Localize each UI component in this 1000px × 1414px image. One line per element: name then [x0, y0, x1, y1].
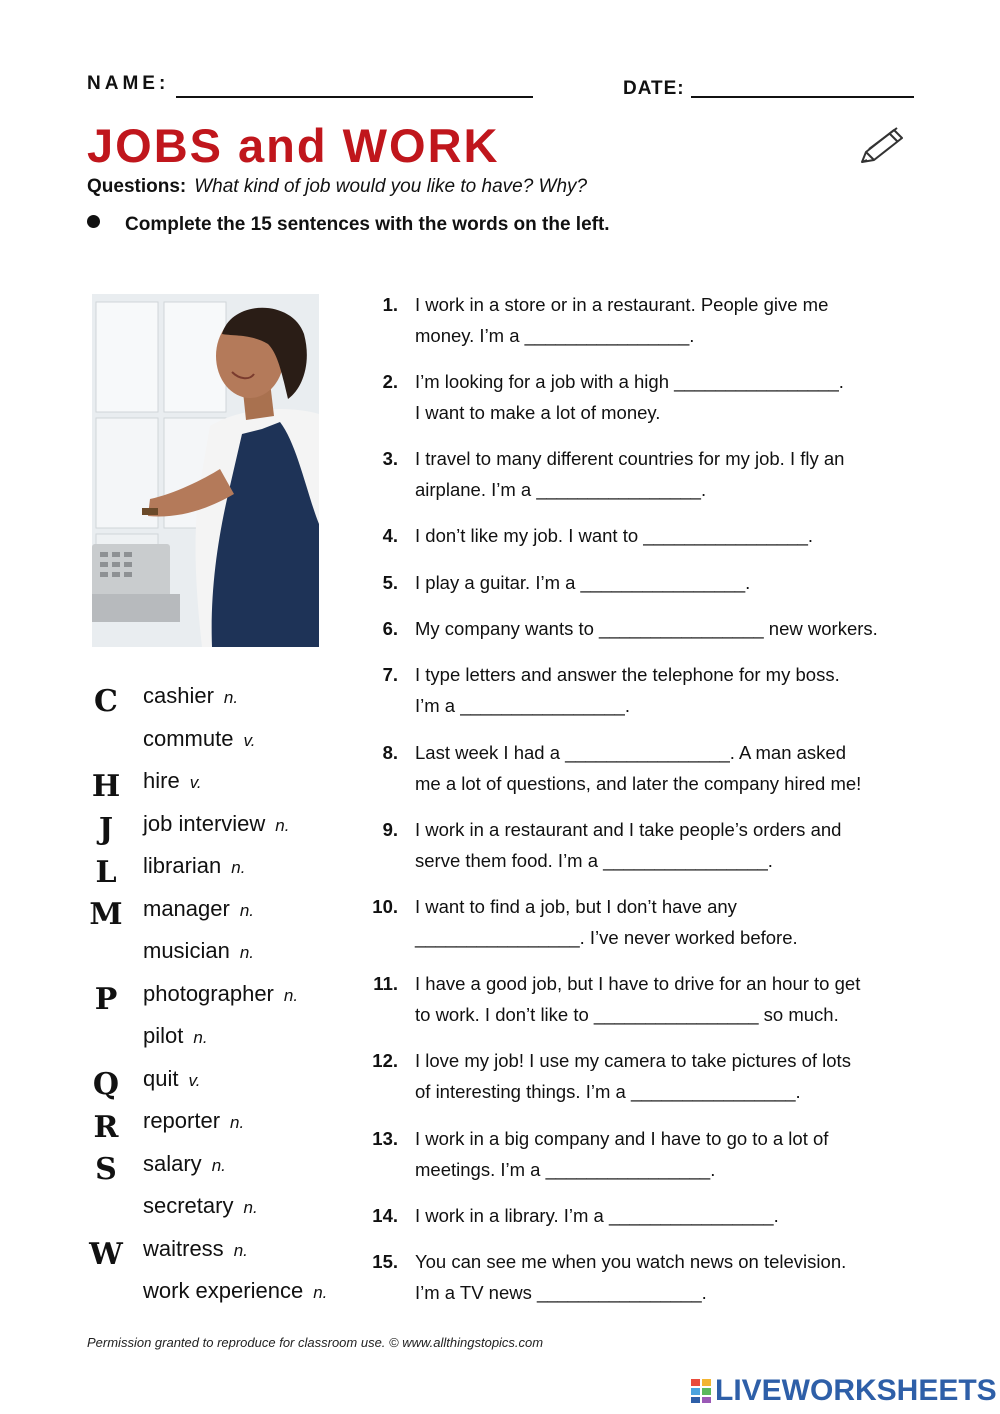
- word-text: manager: [143, 896, 230, 921]
- word-text: librarian: [143, 853, 222, 878]
- word-bank-item: [143, 853, 245, 879]
- liveworksheets-icon: [690, 1378, 712, 1404]
- sentence-line: I’m looking for a job with a high ________________.: [415, 371, 844, 392]
- date-label: DATE:: [623, 78, 685, 99]
- word-bank-item: [143, 1066, 200, 1092]
- letter-s: S: [95, 1152, 117, 1187]
- word-pos: n.: [211, 1156, 226, 1175]
- word-pos: n.: [239, 901, 255, 920]
- word-text: salary: [143, 1151, 202, 1176]
- letter-j: J: [98, 812, 114, 847]
- sentence-number: 13.: [372, 1128, 398, 1149]
- bullet-icon: [87, 215, 100, 228]
- letter-h: H: [91, 769, 121, 804]
- sentence-line: I travel to many different countries for my job. I fly an: [415, 448, 845, 469]
- sentence-line: I type letters and answer the telephone for my boss.: [415, 664, 840, 685]
- letter-m: M: [89, 897, 123, 932]
- word-pos: v.: [189, 773, 202, 792]
- sentence-number: 6.: [382, 618, 398, 639]
- word-pos: n.: [275, 816, 290, 835]
- sentence-number: 11.: [373, 973, 398, 994]
- questions-text: What kind of job would you like to have? Why?: [194, 176, 588, 197]
- word-text: musician: [143, 938, 230, 963]
- page-title: JOBS and WORK: [87, 119, 500, 172]
- sentence-number: 12.: [372, 1050, 398, 1071]
- word-pos: n.: [233, 1241, 248, 1260]
- word-pos: v.: [188, 1071, 201, 1090]
- sentence-number: 7.: [382, 664, 398, 685]
- sentence-line: serve them food. I’m a ________________.: [415, 850, 773, 871]
- letter-q: Q: [92, 1067, 120, 1102]
- word-text: quit: [143, 1066, 179, 1091]
- sentence-line: I have a good job, but I have to drive for an hour to get: [415, 973, 861, 994]
- word-bank-item: [143, 1023, 208, 1049]
- word-bank-item: [143, 768, 202, 794]
- word-bank-item: [143, 981, 298, 1007]
- letter-r: R: [93, 1110, 119, 1145]
- word-bank-item: [143, 1108, 244, 1134]
- brand-text: LIVEWORKSHEETS: [715, 1374, 997, 1407]
- sentence-line: You can see me when you watch news on television.: [415, 1251, 847, 1272]
- word-bank-item: [143, 726, 255, 752]
- sentence-number: 3.: [382, 448, 398, 469]
- word-bank-item: [143, 1151, 226, 1177]
- sentence-number: 5.: [382, 572, 398, 593]
- word-pos: n.: [223, 688, 239, 707]
- sentence-number: 8.: [382, 742, 398, 763]
- letter-w: W: [89, 1237, 123, 1272]
- sentence-line: I love my job! I use my camera to take pictures of lots: [415, 1050, 851, 1071]
- word-bank-item: [143, 938, 254, 964]
- word-text: job interview: [143, 811, 266, 836]
- word-text: work experience: [143, 1278, 304, 1303]
- sentence-line: me a lot of questions, and later the company hired me!: [415, 773, 862, 794]
- sentence-number: 10.: [372, 896, 398, 917]
- word-bank-item: [143, 1193, 258, 1219]
- name-field[interactable]: [176, 96, 533, 98]
- word-text: photographer: [143, 981, 274, 1006]
- photo-cashier: [92, 294, 319, 647]
- word-bank-item: [143, 896, 254, 922]
- footer-permission: Permission granted to reproduce for classroom use. © www.allthingstopics.com: [87, 1335, 544, 1350]
- sentence-number: 14.: [372, 1205, 398, 1226]
- word-text: reporter: [143, 1108, 221, 1133]
- word-pos: n.: [239, 943, 254, 962]
- sentence-line: ________________. I’ve never worked before.: [415, 927, 798, 948]
- word-text: waitress: [143, 1236, 224, 1261]
- sentence-line: money. I’m a ________________.: [415, 325, 695, 346]
- word-pos: n.: [230, 1113, 245, 1132]
- name-label: NAME:: [87, 73, 170, 94]
- sentence-line: My company wants to ________________ new workers.: [415, 618, 878, 639]
- sentence-line: meetings. I’m a ________________.: [415, 1159, 716, 1180]
- word-pos: n.: [193, 1028, 208, 1047]
- sentence-line: I work in a restaurant and I take people’s orders and: [415, 819, 842, 840]
- sentence-line: of interesting things. I’m a ________________.: [415, 1081, 801, 1102]
- pencil-icon: [858, 126, 910, 168]
- sentence-number: 9.: [382, 819, 398, 840]
- letter-l: L: [95, 855, 117, 890]
- word-pos: n.: [313, 1283, 328, 1302]
- sentence-line: I work in a store or in a restaurant. People give me: [415, 294, 829, 315]
- word-bank-item: [143, 683, 238, 709]
- word-pos: n.: [231, 858, 246, 877]
- sentence-line: I’m a TV news ________________.: [415, 1282, 707, 1303]
- sentence-number: 2.: [382, 371, 398, 392]
- brand-logo[interactable]: [690, 1374, 997, 1408]
- sentence-line: I work in a big company and I have to go to a lot of: [415, 1128, 829, 1149]
- sentence-line: I want to make a lot of money.: [415, 402, 661, 423]
- instruction-line: [87, 214, 610, 236]
- sentence-line: to work. I don’t like to ________________ so much.: [415, 1004, 839, 1025]
- sentence-number: 15.: [372, 1251, 398, 1272]
- word-text: hire: [143, 768, 180, 793]
- sentence-line: I want to find a job, but I don’t have any: [415, 896, 737, 917]
- sentence-line: I don’t like my job. I want to ________________.: [415, 525, 814, 546]
- word-pos: n.: [283, 986, 299, 1005]
- sentence-line: I play a guitar. I’m a ________________.: [415, 572, 751, 593]
- word-pos: n.: [243, 1198, 258, 1217]
- letter-c: C: [94, 684, 118, 719]
- sentence-number: 4.: [382, 525, 398, 546]
- word-pos: v.: [243, 731, 256, 750]
- word-bank-item: [143, 811, 289, 837]
- questions-label: Questions:: [87, 176, 187, 197]
- word-text: pilot: [143, 1023, 184, 1048]
- letter-p: P: [94, 982, 118, 1017]
- word-text: cashier: [143, 683, 214, 708]
- word-bank-item: [143, 1278, 327, 1304]
- date-field[interactable]: [691, 96, 914, 98]
- sentence-line: I work in a library. I’m a ________________.: [415, 1205, 779, 1226]
- sentence-line: Last week I had a ________________. A man asked: [415, 742, 846, 763]
- word-bank-item: [143, 1236, 248, 1262]
- instruction-text: Complete the 15 sentences with the words on the left.: [125, 214, 610, 235]
- questions-line: [87, 176, 587, 198]
- word-text: secretary: [143, 1193, 234, 1218]
- sentence-number: 1.: [382, 294, 398, 315]
- sentence-line: airplane. I’m a ________________.: [415, 479, 707, 500]
- word-text: commute: [143, 726, 234, 751]
- sentence-line: I’m a ________________.: [415, 695, 630, 716]
